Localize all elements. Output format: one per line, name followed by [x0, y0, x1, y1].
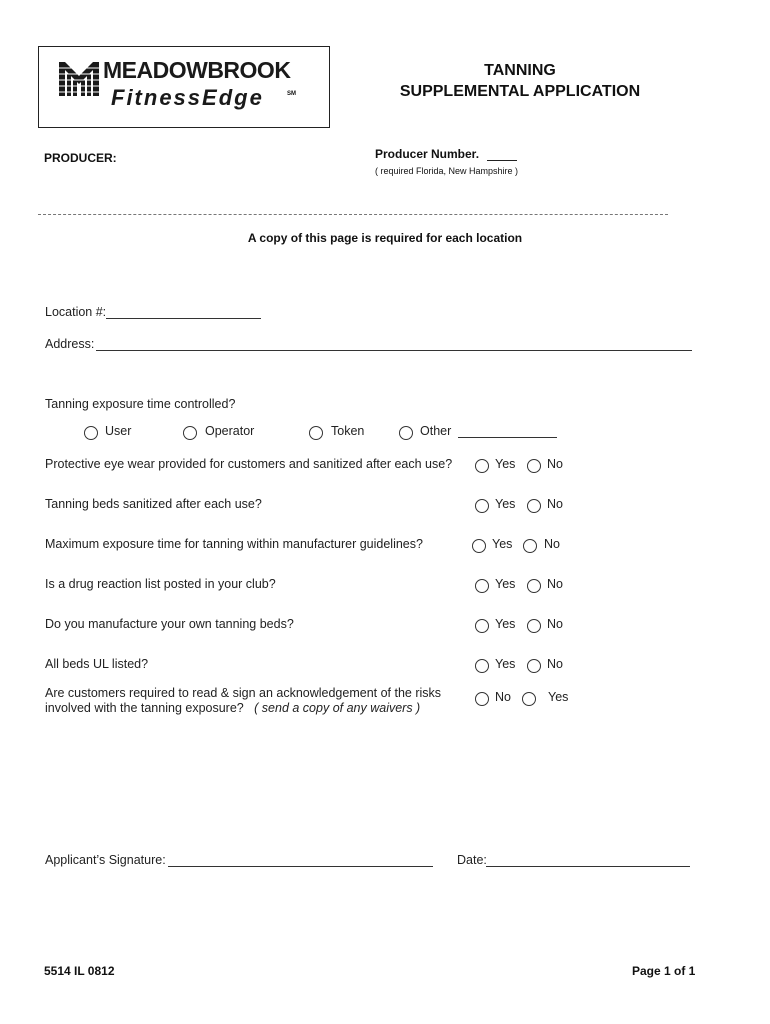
eye-wear-yes-label: Yes	[495, 457, 516, 471]
logo-box	[38, 46, 330, 128]
question-acknowledgement-cont	[45, 701, 420, 715]
radio-other[interactable]	[399, 426, 413, 440]
producer-label: PRODUCER:	[44, 151, 117, 165]
producer-number-field[interactable]	[487, 160, 517, 161]
signature-label: Applicant’s Signature:	[45, 853, 166, 867]
manufacture-beds-no-label: No	[547, 617, 563, 631]
radio-user[interactable]	[84, 426, 98, 440]
manufacture-beds-yes-label: Yes	[495, 617, 516, 631]
radio-ul-listed-yes[interactable]	[475, 659, 489, 673]
question-ul-listed: All beds UL listed?	[45, 657, 149, 671]
exposure-question: Tanning exposure time controlled?	[45, 397, 236, 411]
ul-listed-yes-label: Yes	[495, 657, 516, 671]
radio-beds-sanitized-yes[interactable]	[475, 499, 489, 513]
address-label: Address:	[45, 337, 95, 351]
max-exposure-no-label: No	[544, 537, 560, 551]
signature-field[interactable]	[168, 854, 433, 867]
date-label: Date:	[457, 853, 487, 867]
radio-operator[interactable]	[183, 426, 197, 440]
radio-max-exposure-no[interactable]	[523, 539, 537, 553]
page-title-line-2: SUPPLEMENTAL APPLICATION	[399, 83, 641, 100]
eye-wear-no-label: No	[547, 457, 563, 471]
radio-manufacture-beds-yes[interactable]	[475, 619, 489, 633]
option-user-label: User	[105, 424, 132, 438]
question-drug-reaction: Is a drug reaction list posted in your club?	[45, 577, 276, 591]
beds-sanitized-no-label: No	[547, 497, 563, 511]
max-exposure-yes-label: Yes	[492, 537, 513, 551]
producer-number-note: ( required Florida, New Hampshire )	[375, 166, 519, 176]
address-field[interactable]	[96, 338, 692, 351]
acknowledgement-line-2: involved with the tanning exposure?	[45, 701, 244, 715]
option-token-label: Token	[331, 424, 365, 438]
acknowledgement-yes-label: Yes	[548, 690, 569, 704]
radio-eye-wear-no[interactable]	[527, 459, 541, 473]
radio-eye-wear-yes[interactable]	[475, 459, 489, 473]
section-divider	[38, 214, 668, 215]
producer-number-label: Producer Number.	[375, 147, 480, 161]
form-code: 5514 IL 0812	[44, 964, 115, 978]
question-acknowledgement: Are customers required to read & sign an acknowledgement of the risks	[45, 686, 442, 700]
radio-max-exposure-yes[interactable]	[472, 539, 486, 553]
radio-token[interactable]	[309, 426, 323, 440]
logo-service-mark: SM	[287, 91, 296, 97]
question-manufacture-beds: Do you manufacture your own tanning beds?	[45, 617, 294, 631]
question-eye-wear: Protective eye wear provided for customers and sanitized after each use?	[45, 457, 453, 471]
logo-name: MEADOWBROOK	[103, 57, 291, 83]
radio-beds-sanitized-no[interactable]	[527, 499, 541, 513]
date-field[interactable]	[486, 854, 690, 867]
drug-reaction-no-label: No	[547, 577, 563, 591]
radio-manufacture-beds-no[interactable]	[527, 619, 541, 633]
beds-sanitized-yes-label: Yes	[495, 497, 516, 511]
logo-subtitle: FitnessEdge	[111, 85, 264, 110]
question-max-exposure: Maximum exposure time for tanning within manufacturer guidelines?	[45, 537, 423, 551]
radio-acknowledgement-no[interactable]	[475, 692, 489, 706]
meadowbrook-logo-icon	[59, 60, 99, 98]
option-operator-label: Operator	[205, 424, 255, 438]
location-label: Location #:	[45, 305, 107, 319]
copy-required-note: A copy of this page is required for each location	[247, 231, 523, 245]
radio-ul-listed-no[interactable]	[527, 659, 541, 673]
radio-acknowledgement-yes[interactable]	[522, 692, 536, 706]
acknowledgement-no-label: No	[495, 690, 511, 704]
page-number: Page 1 of 1	[632, 964, 696, 978]
radio-drug-reaction-no[interactable]	[527, 579, 541, 593]
other-field[interactable]	[458, 425, 557, 438]
question-beds-sanitized: Tanning beds sanitized after each use?	[45, 497, 262, 511]
waiver-note: ( send a copy of any waivers )	[254, 701, 421, 715]
radio-drug-reaction-yes[interactable]	[475, 579, 489, 593]
drug-reaction-yes-label: Yes	[495, 577, 516, 591]
page-title-line-1: TANNING	[484, 62, 556, 79]
ul-listed-no-label: No	[547, 657, 563, 671]
option-other-label: Other	[420, 424, 452, 438]
location-field[interactable]	[106, 306, 261, 319]
